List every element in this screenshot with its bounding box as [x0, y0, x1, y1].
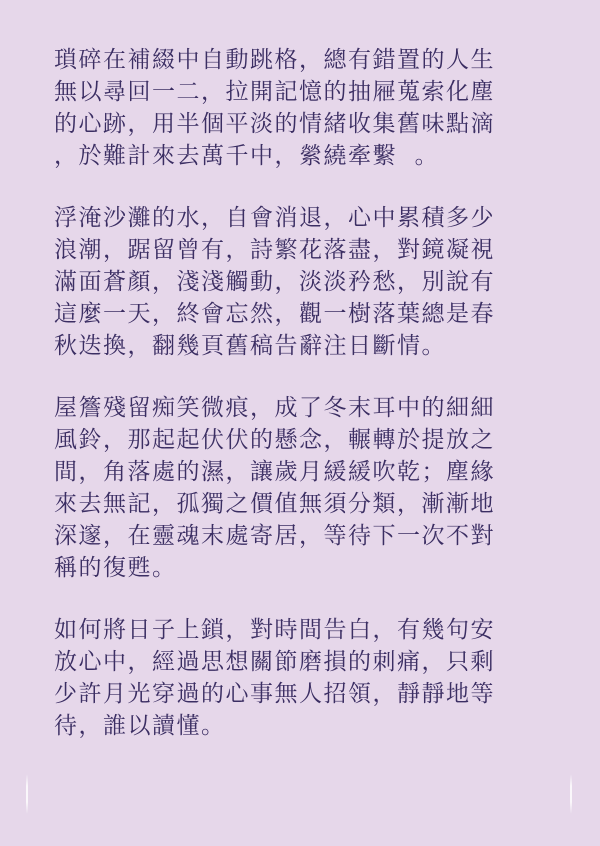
paragraph-4: 如何將日子上鎖，對時間告白，有幾句安 放心中，經過思想關節磨損的刺痛，只剩 少許月光穿過的心事無人招領，靜靜地等 待，誰以讀懂。 [54, 617, 495, 739]
paragraph-2: 浮淹沙灘的水，自會消退，心中累積多少 浪潮，踞留曾有，詩繁花落盡，對鏡凝視 滿面蒼顏，淺淺觸動，淡淡矜愁，別說有 這麼一天，終會忘然，觀一樹落葉總是春 秋迭換，翻幾頁舊稿告辭注日斷情。 [54, 205, 495, 359]
paragraph-3: 屋簷殘留痴笑微痕，成了冬末耳中的細細 風鈴，那起起伏伏的懸念，輾轉於提放之 間，角落處的濕，讓歲月緩緩吹乾；塵緣 來去無記，孤獨之價值無須分類，漸漸地 深邃，在靈魂末處寄居，等待下一次不對 稱的復甦。 [54, 395, 495, 581]
paragraph-1: 瑣碎在補綴中自動跳格，總有錯置的人生 無以尋回一二，拉開記憶的抽屜蒐索化塵 的心跡，用半個平淡的情緒收集舊味點滴 ，於難計來去萬千中，縈繞牽繫 。 [54, 47, 495, 169]
left-edge-mark [26, 774, 28, 814]
right-edge-mark [570, 774, 572, 814]
